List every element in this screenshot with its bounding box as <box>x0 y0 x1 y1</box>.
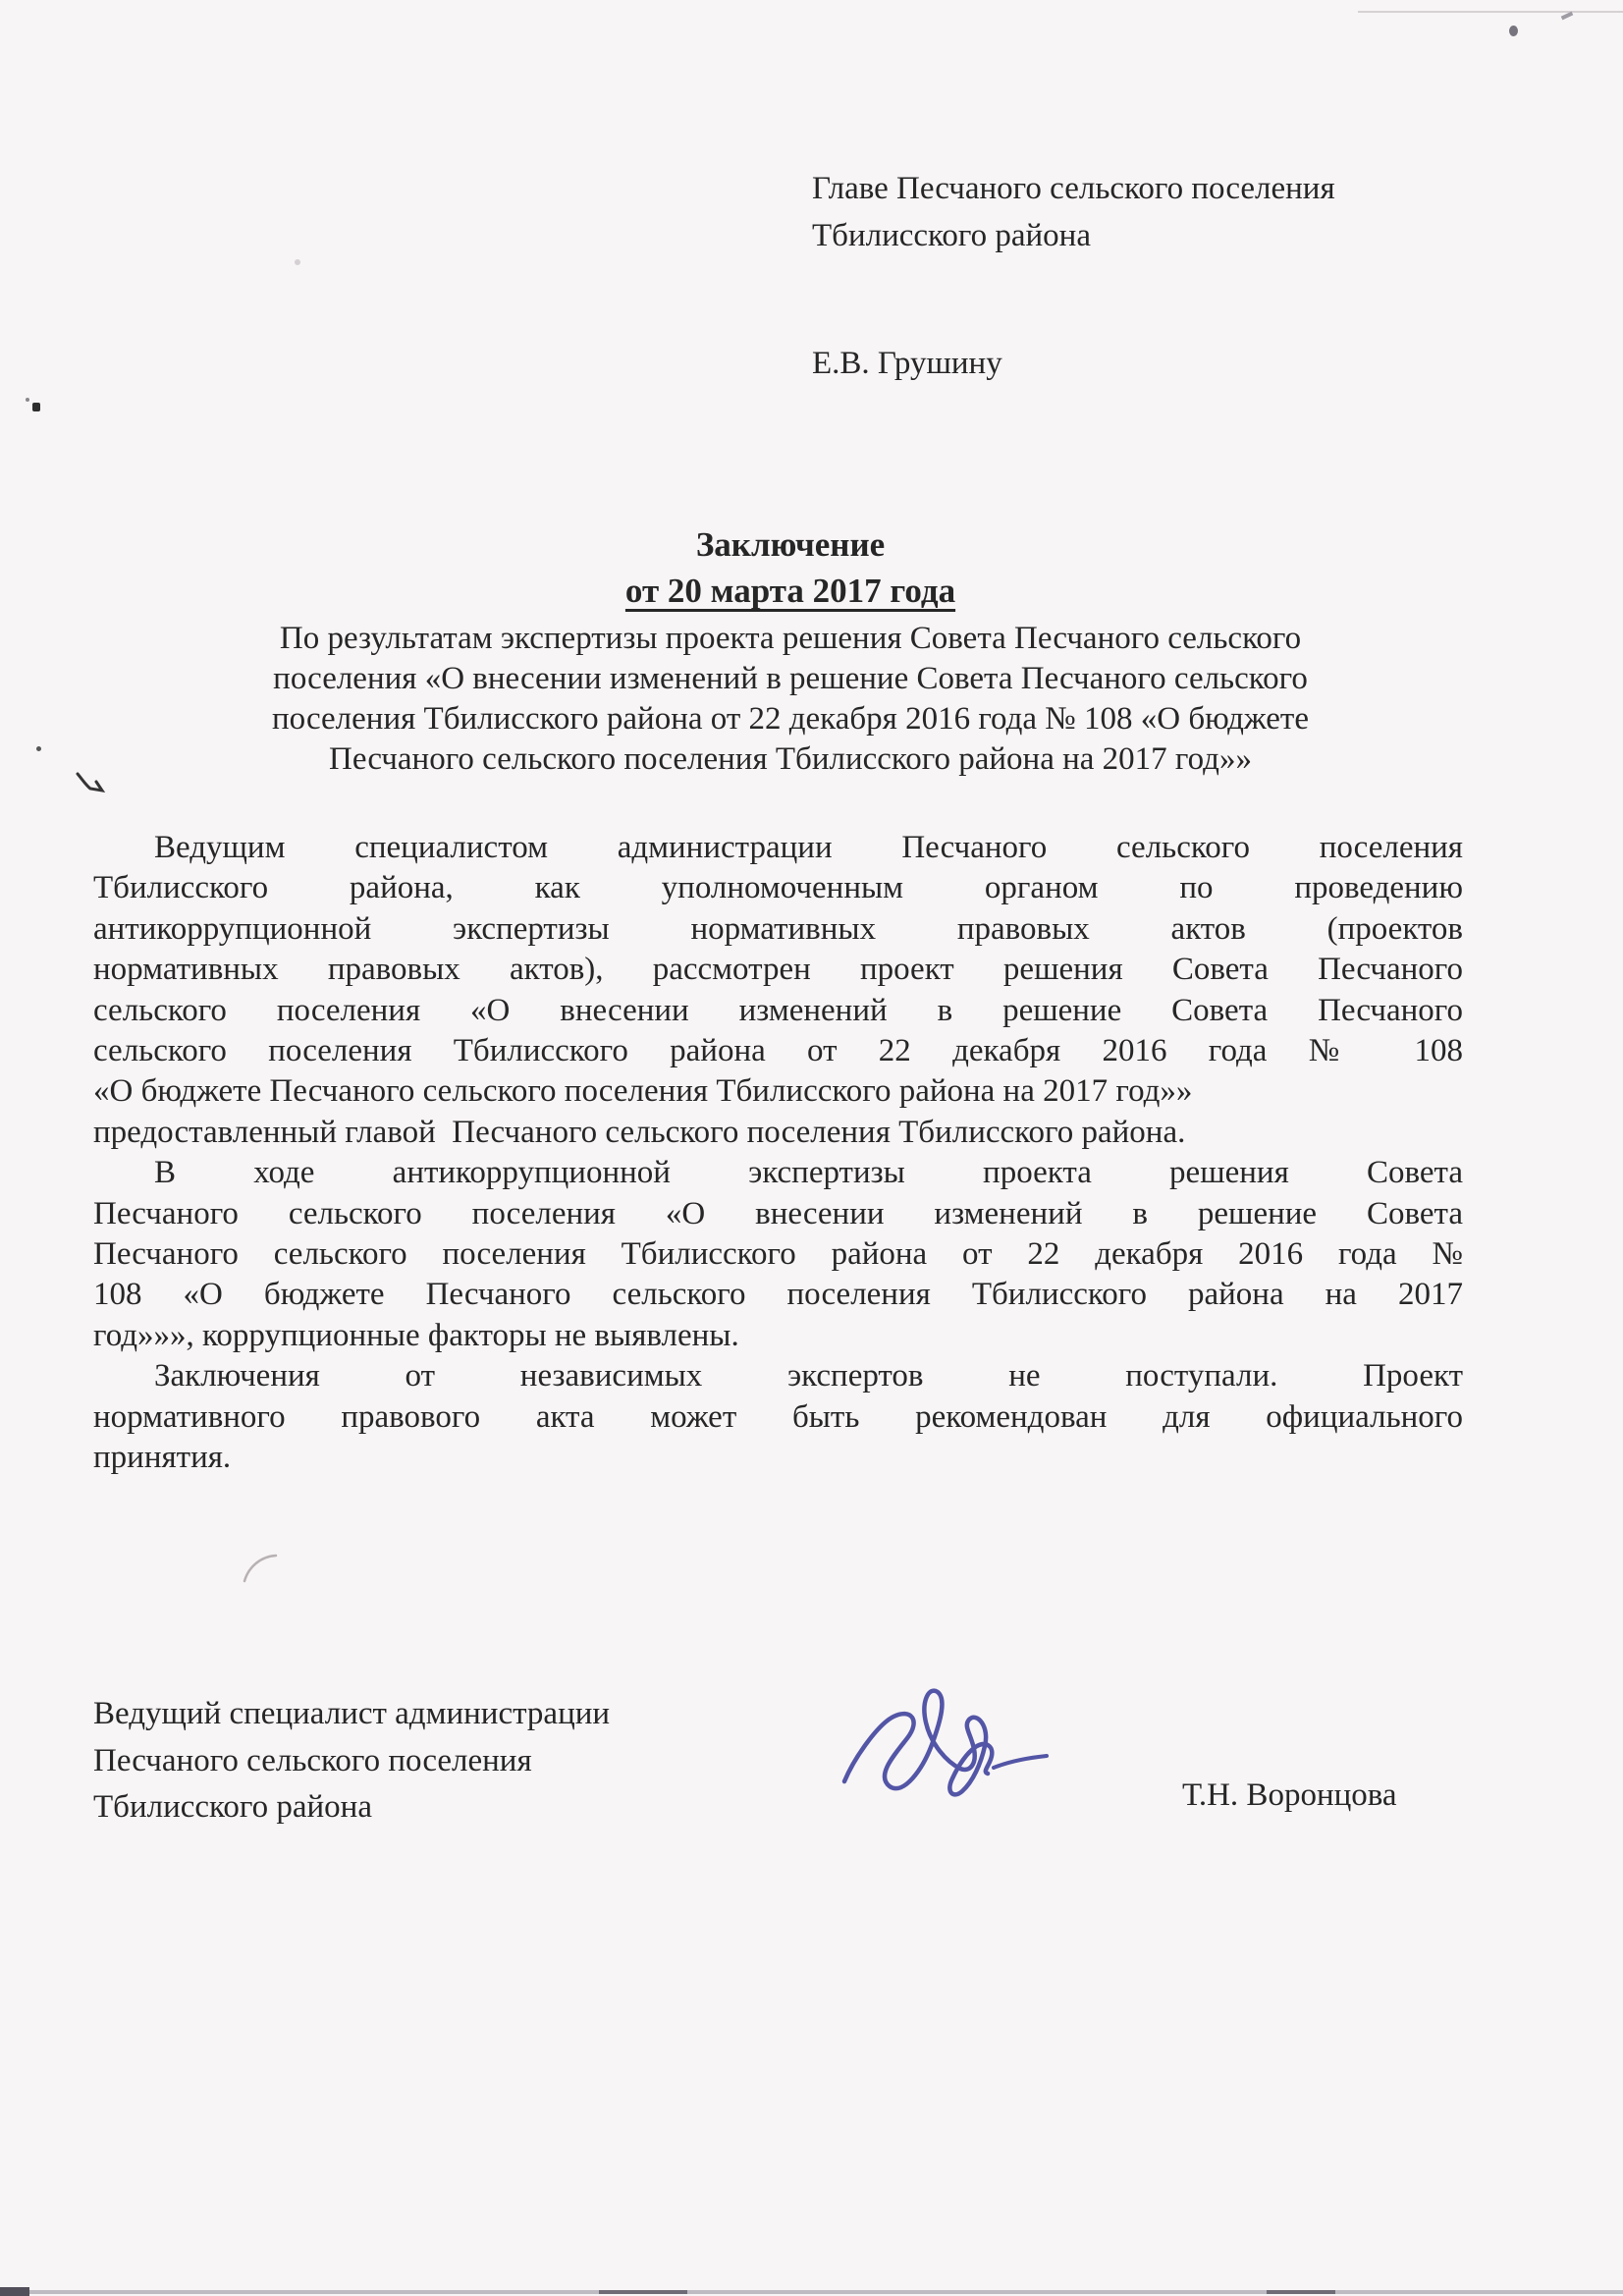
scan-speck <box>1561 12 1574 21</box>
ink-speck <box>36 746 41 751</box>
body-text <box>93 828 1463 1479</box>
ink-speck <box>32 403 40 411</box>
body-line: год»»», коррупционные факторы не выявлены. <box>93 1317 739 1353</box>
scan-speck <box>295 259 300 265</box>
signer-role-block <box>93 1691 781 1831</box>
subtitle-line: поселения Тбилисского района от 22 декабря 2016 года № 108 «О бюджете <box>272 701 1309 737</box>
ink-speck <box>26 398 29 402</box>
document-title <box>93 521 1488 614</box>
scan-speck <box>1509 26 1518 36</box>
scan-edge-line <box>1358 11 1623 13</box>
body-line: антикоррупционной экспертизы нормативных правовых актов (проектов <box>93 910 1463 947</box>
body-line: 108 «О бюджете Песчаного сельского поселения Тбилисского района на 2017 <box>93 1277 1463 1313</box>
handwritten-signature <box>837 1681 1072 1814</box>
body-line: принятия. <box>93 1440 232 1476</box>
recipient-line: Тбилисского района <box>812 218 1091 253</box>
body-line: Песчаного сельского поселения Тбилисского района от 22 декабря 2016 года № <box>93 1236 1463 1273</box>
scan-bottom-edge <box>0 2290 1623 2294</box>
body-line: Тбилисского района, как уполномоченным органом по проведению <box>93 870 1463 906</box>
body-line: сельского поселения «О внесении изменений в решение Совета Песчаного <box>93 992 1463 1028</box>
scan-bottom-edge-segment <box>0 2287 29 2296</box>
body-line: нормативных правовых актов), рассмотрен проект решения Совета Песчаного <box>93 952 1463 988</box>
title-heading: Заключение <box>695 525 886 564</box>
body-line: сельского поселения Тбилисского района от 22 декабря 2016 года № 108 <box>93 1033 1463 1069</box>
body-line: Заключения от независимых экспертов не поступали. Проект <box>154 1358 1463 1394</box>
title-date: от 20 марта 2017 года <box>624 572 956 610</box>
recipient-block <box>812 165 1499 259</box>
body-line: «О бюджете Песчаного сельского поселения Тбилисского района на 2017 год»» <box>93 1073 1193 1110</box>
scan-bottom-edge-segment <box>599 2290 687 2294</box>
body-line: предоставленный главой Песчаного сельского поселения Тбилисского района. <box>93 1114 1186 1150</box>
body-line: нормативного правового акта может быть рекомендован для официального <box>93 1398 1463 1435</box>
signer-role-line: Песчаного сельского поселения <box>93 1742 532 1778</box>
recipient-line: Главе Песчаного сельского поселения <box>812 171 1335 206</box>
body-line: Песчаного сельского поселения «О внесении изменений в решение Совета <box>93 1195 1463 1231</box>
addressee-name: Е.В. Грушину <box>812 346 1002 381</box>
scan-bottom-edge-segment <box>1267 2290 1335 2294</box>
signer-name: Т.Н. Воронцова <box>1182 1777 1397 1813</box>
body-line: Ведущим специалистом администрации Песчаного сельского поселения <box>154 830 1463 865</box>
subtitle-line: поселения «О внесении изменений в решение Совета Песчаного сельского <box>273 661 1308 696</box>
subtitle-line: Песчаного сельского поселения Тбилисского района на 2017 год»» <box>329 741 1252 777</box>
subtitle-line: По результатам экспертизы проекта решения Совета Песчаного сельского <box>279 621 1302 656</box>
document-subtitle <box>93 619 1488 780</box>
body-line: В ходе антикоррупционной экспертизы проекта решения Совета <box>154 1155 1463 1191</box>
signer-role-line: Тбилисского района <box>93 1789 372 1825</box>
signer-role-line: Ведущий специалист администрации <box>93 1696 611 1731</box>
pen-arc-mark <box>241 1552 280 1586</box>
